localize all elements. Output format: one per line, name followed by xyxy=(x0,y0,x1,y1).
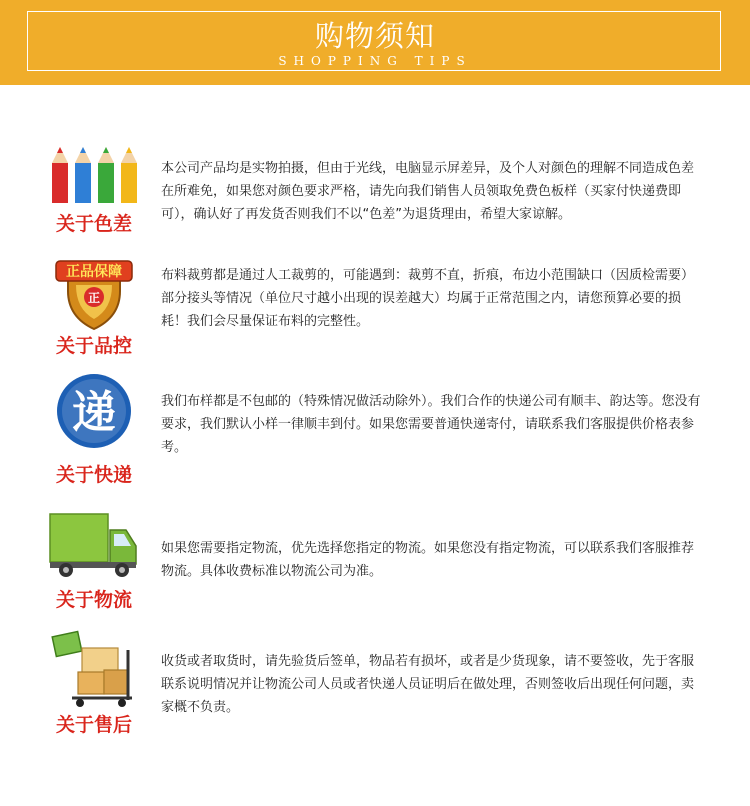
section-color-difference xyxy=(0,145,750,260)
page-subtitle: SHOPPING TIPS xyxy=(278,54,472,68)
section-label: 关于色差 xyxy=(55,213,132,235)
delivery-truck-icon xyxy=(48,508,140,588)
page-title: 购物须知 xyxy=(314,19,435,53)
section-label: 关于售后 xyxy=(55,714,132,736)
section-label: 关于品控 xyxy=(55,335,132,357)
badge-text: 正品保障 xyxy=(66,264,122,280)
section-label: 关于快递 xyxy=(55,464,132,486)
section-text: 如果您需要指定物流，优先选择您指定的物流。如果您没有指定物流，可以联系我们客服推荐物流。具体收费标准以物流公司为准。 xyxy=(161,541,695,579)
section-label: 关于物流 xyxy=(55,589,132,611)
section-express xyxy=(0,373,750,488)
section-logistics xyxy=(0,508,750,623)
express-char: 递 xyxy=(72,387,116,438)
after-sales-boxes-icon xyxy=(48,630,140,710)
badge-char: 正 xyxy=(87,291,101,305)
genuine-guarantee-shield-icon xyxy=(48,255,140,335)
header-banner xyxy=(0,0,750,85)
section-text: 本公司产品均是实物拍摄，但由于光线，电脑显示屏差异，及个人对颜色的理解不同造成色差在所难免，如果您对颜色要求严格，请先向我们销售人员领取免费色板样（买家付快递费即可），确认好了再发货否则我们不以“色差”为退货理由，希望大家谅解。 xyxy=(161,161,695,222)
section-text: 布料裁剪都是通过人工裁剪的，可能遇到：裁剪不直，折痕，布边小范围缺口（因质检需要）部分接头等情况（单位尺寸越小出现的误差越大）均属于正常范围之内，请您预算必要的损耗！我们会尽量保证布料的完整性。 xyxy=(161,268,695,329)
section-text: 我们布样都是不包邮的（特殊情况做活动除外）。我们合作的快递公司有顺丰、韵达等。您没有要求，我们默认小样一律顺丰到付。如果您需要普通快递寄付，请联系我们客服提供价格表参考。 xyxy=(161,394,701,455)
section-quality-control xyxy=(0,255,750,370)
express-delivery-icon xyxy=(48,373,140,453)
section-text: 收货或者取货时，请先验货后签单，物品若有损坏，或者是少货现象，请不要签收，先于客服联系说明情况并让物流公司人员或者快递人员证明后在做处理，否则签收后出现任何问题，卖家概不负责。 xyxy=(161,654,695,715)
section-after-sales xyxy=(0,630,750,745)
